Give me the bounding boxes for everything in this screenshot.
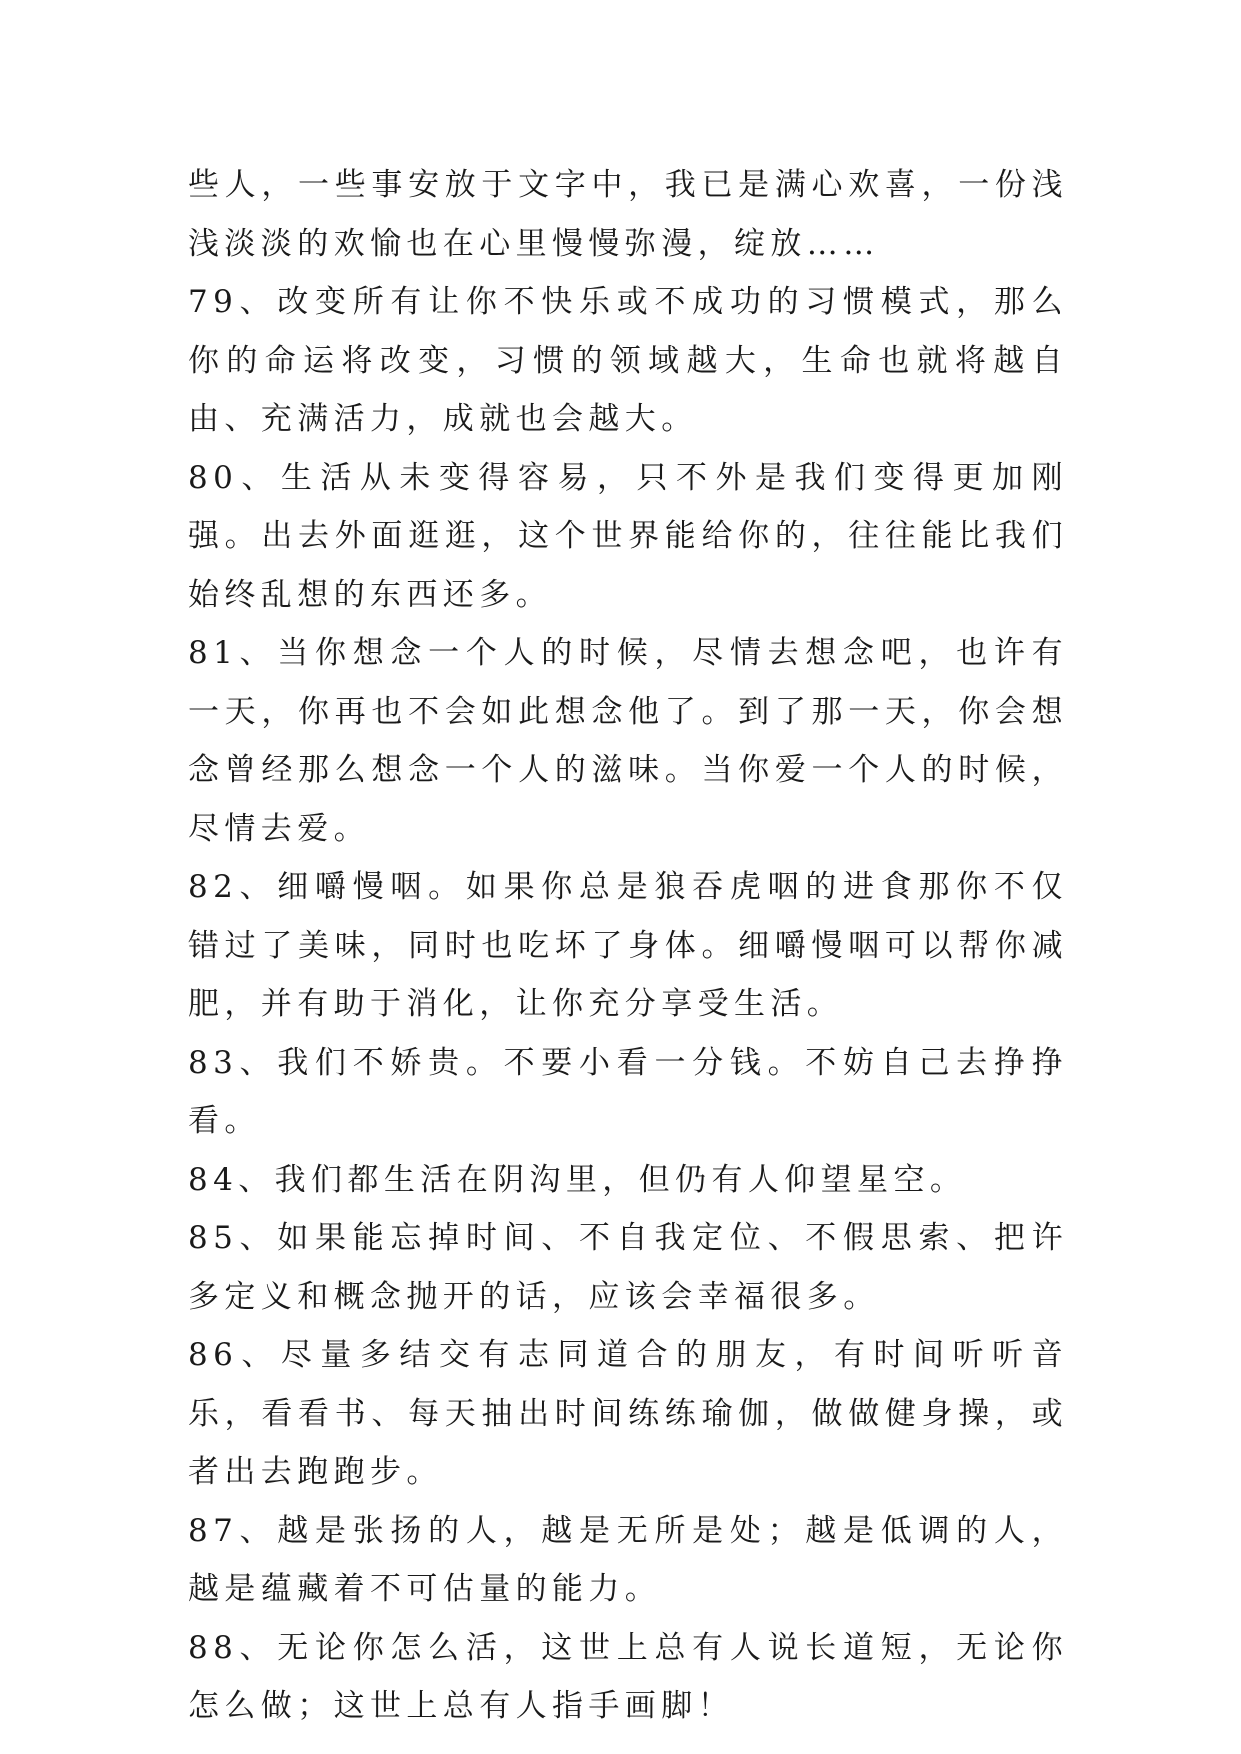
paragraph-85: 85、如果能忘掉时间、不自我定位、不假思索、把许多定义和概念抛开的话，应该会幸福很多。 [188,1220,1068,1315]
paragraph-79: 79、改变所有让你不快乐或不成功的习惯模式，那么你的命运将改变，习惯的领域越大，生命也就将越自由、充满活力，成就也会越大。 [188,284,1068,437]
paragraph-87: 87、越是张扬的人，越是无所是处；越是低调的人，越是蕴藏着不可估量的能力。 [188,1512,1068,1607]
paragraph-80: 80、生活从未变得容易，只不外是我们变得更加刚强。出去外面逛逛，这个世界能给你的，往往能比我们始终乱想的东西还多。 [188,459,1068,613]
paragraph-continued: 些人，一些事安放于文字中，我已是满心欢喜，一份浅浅淡淡的欢愉也在心里慢慢弥漫，绽放…… [188,167,1068,262]
paragraph-82: 82、细嚼慢咽。如果你总是狼吞虎咽的进食那你不仅错过了美味，同时也吃坏了身体。细嚼慢咽可以帮你减肥，并有助于消化，让你充分享受生活。 [188,869,1068,1022]
paragraph-86: 86、尽量多结交有志同道合的朋友，有时间听听音乐，看看书、每天抽出时间练练瑜伽，做做健身操，或者出去跑跑步。 [188,1337,1068,1490]
paragraph-88: 88、无论你怎么活，这世上总有人说长道短，无论你怎么做；这世上总有人指手画脚！ [188,1629,1068,1724]
paragraph-84: 84、我们都生活在阴沟里，但仍有人仰望星空。 [188,1161,967,1198]
paragraph-83: 83、我们不娇贵。不要小看一分钱。不妨自己去挣挣看。 [188,1044,1068,1139]
paragraph-81: 81、当你想念一个人的时候，尽情去想念吧，也许有一天，你再也不会如此想念他了。到了那一天，你会想念曾经那么想念一个人的滋味。当你爱一个人的时候，尽情去爱。 [188,635,1068,847]
text-body [188,156,1068,1736]
